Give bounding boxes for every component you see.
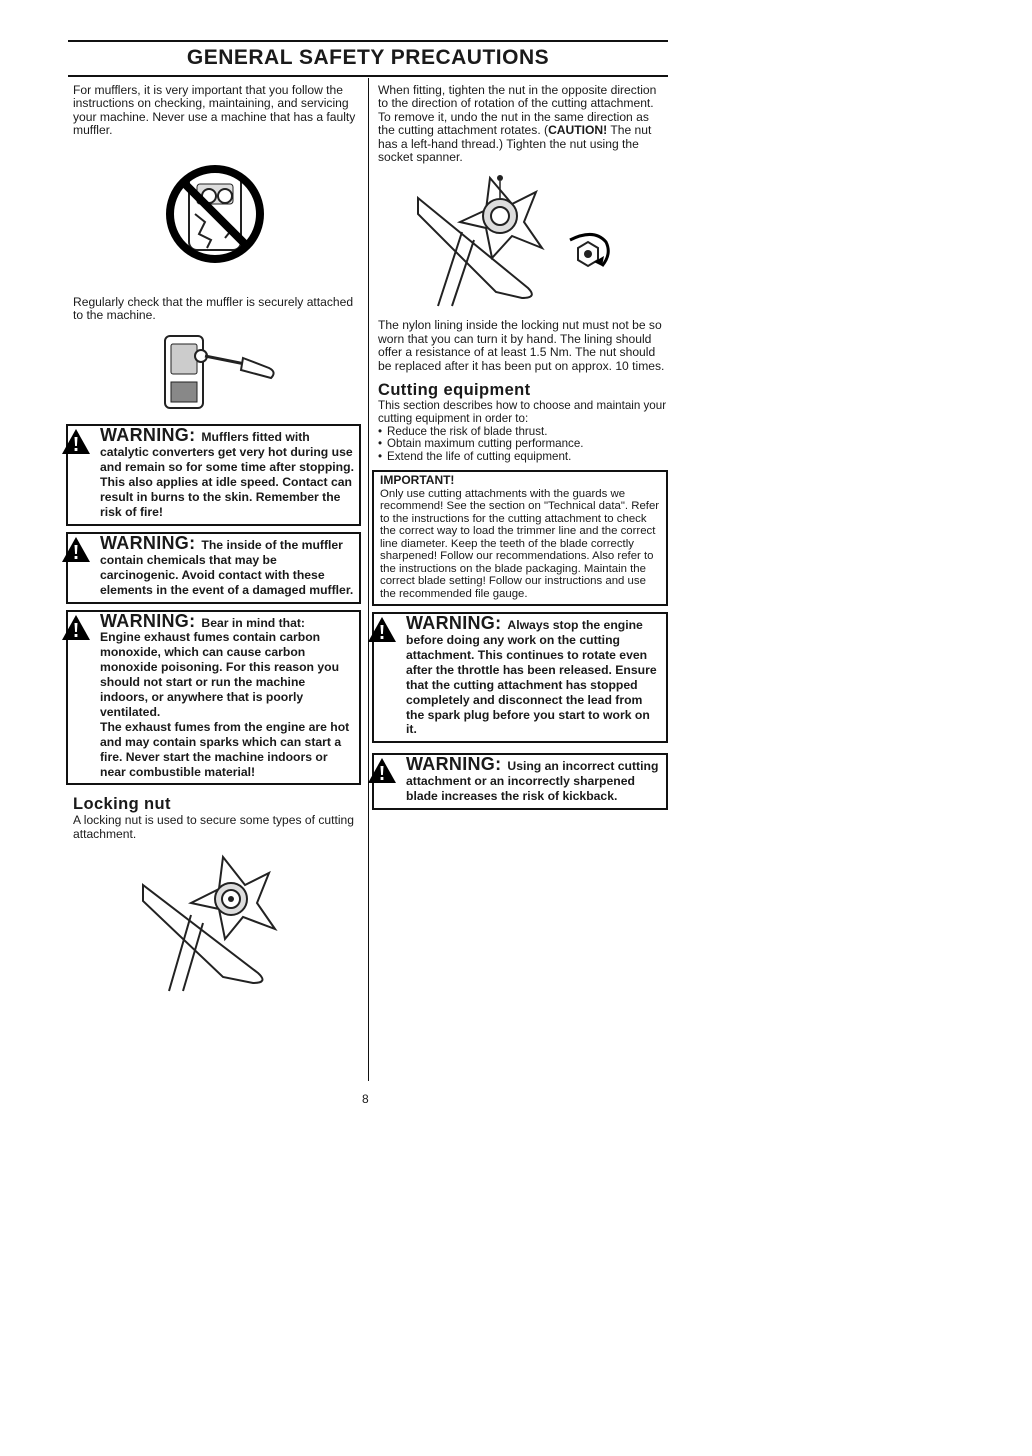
list-item: • Obtain maximum cutting performance. [378, 438, 668, 451]
warning-triangle-icon [61, 614, 91, 641]
warning-triangle-icon [61, 536, 91, 563]
warning-text: Always stop the engine before doing any work on the cutting attachment. This continues to rotate even after the throttle has been released. Ensure that the cutting attachment has stopped completely and disconnect the lead from the spark plug before you start to work on it. [406, 618, 657, 737]
tighten-nut-illustration [378, 170, 668, 315]
list-item: • Extend the life of cutting equipment. [378, 451, 668, 464]
warning-triangle-icon [367, 757, 397, 784]
cutting-equipment-intro: This section describes how to choose and maintain your cutting equipment in order to: [378, 399, 667, 425]
muffler-check-text: Regularly check that the muffler is securely attached to the machine. [73, 294, 354, 323]
column-divider [368, 78, 369, 1081]
warning-box-kickback [372, 753, 668, 810]
warning-text: Engine exhaust fumes contain carbon monoxide, which can cause carbon monoxide poisoning. For this reason you should not start or run the machine indoors, or anywhere that is poorly ventilated. [100, 630, 340, 719]
warning-text: The inside of the muffler contain chemicals that may be carcinogenic. Avoid contact with these elements in the event of a damaged muffler. [100, 537, 354, 597]
important-text: Only use cutting attachments with the guards we recommend! See the section on "Technical data". Refer to the instructions for the cutting attachment to check the correct way to load the trimmer line and the correct line diameter. Keep the teeth of the blade correctly sharpened! Follow our recommendations. Also refer to the instructions on the blade packaging. Maintain the correct blade setting! Follow our instructions and use the recommended file gauge. [380, 487, 660, 600]
fitting-text-b: The nut has a left-hand thread.) Tighten the nut using the socket spanner. [378, 123, 652, 165]
list-item: • Reduce the risk of blade thrust. [378, 426, 668, 439]
locking-nut-text: A locking nut is used to secure some types of cutting attachment. [73, 813, 354, 841]
locking-nut-heading: Locking nut [73, 795, 171, 814]
important-heading: IMPORTANT! [380, 473, 455, 488]
important-box [372, 470, 668, 606]
right-column [378, 84, 668, 810]
warning-lead: Bear in mind that: [201, 615, 305, 630]
warning-box-catalytic [66, 424, 361, 525]
left-column [73, 84, 361, 995]
cutting-goals-list [378, 426, 668, 464]
no-faulty-muffler-illustration [73, 144, 361, 284]
warning-label: WARNING: [406, 613, 502, 634]
warning-triangle-icon [367, 616, 397, 643]
warning-label: WARNING: [406, 754, 502, 775]
title-rule [68, 75, 668, 77]
locking-nut-blade-illustration [73, 845, 361, 995]
fitting-text [378, 84, 668, 164]
warning-box-exhaust [66, 610, 361, 786]
warning-text: Using an incorrect cutting attachment or an incorrectly sharpened blade increases the risk of kickback. [406, 759, 659, 804]
warning-text: Mufflers fitted with catalytic converters get very hot during use and remain so for some time after stopping. This also applies at idle speed. Contact can result in burns to the skin. Remember the risk of fire! [100, 430, 354, 519]
page-title: GENERAL SAFETY PRECAUTIONS [186, 46, 550, 69]
cutting-equipment-heading: Cutting equipment [378, 381, 531, 400]
warning-box-carcinogenic [66, 532, 361, 604]
warning-label: WARNING: [100, 532, 196, 553]
caution-label: CAUTION! [548, 123, 608, 138]
page-number: 8 [362, 1092, 369, 1106]
nylon-lining-text: The nylon lining inside the locking nut must not be so worn that you can turn it by hand. The lining should offer a resistance of at least 1.5 Nm. The nut should be replaced after it has been put on approx. 10 times. [378, 318, 665, 373]
warning-triangle-icon [61, 428, 91, 455]
warning-text-2: The exhaust fumes from the engine are hot and may contain sparks which can start a fire. Never start the machine indoors or near combustible material! [100, 719, 350, 779]
warning-label: WARNING: [100, 425, 196, 446]
fitting-text-a: When fitting, tighten the nut in the opposite direction to the direction of rotation of the cutting attachment. To remove it, undo the nut in the same direction as the cutting attachment rotates. ( [378, 83, 657, 138]
muffler-screwdriver-illustration [73, 326, 361, 416]
muffler-intro-text: For mufflers, it is very important that you follow the instructions on checking, maintaining, and servicing your machine. Never use a machine that has a faulty muffler. [73, 83, 356, 138]
top-rule [68, 40, 668, 42]
warning-box-stop-engine [372, 612, 668, 743]
warning-label: WARNING: [100, 610, 196, 631]
